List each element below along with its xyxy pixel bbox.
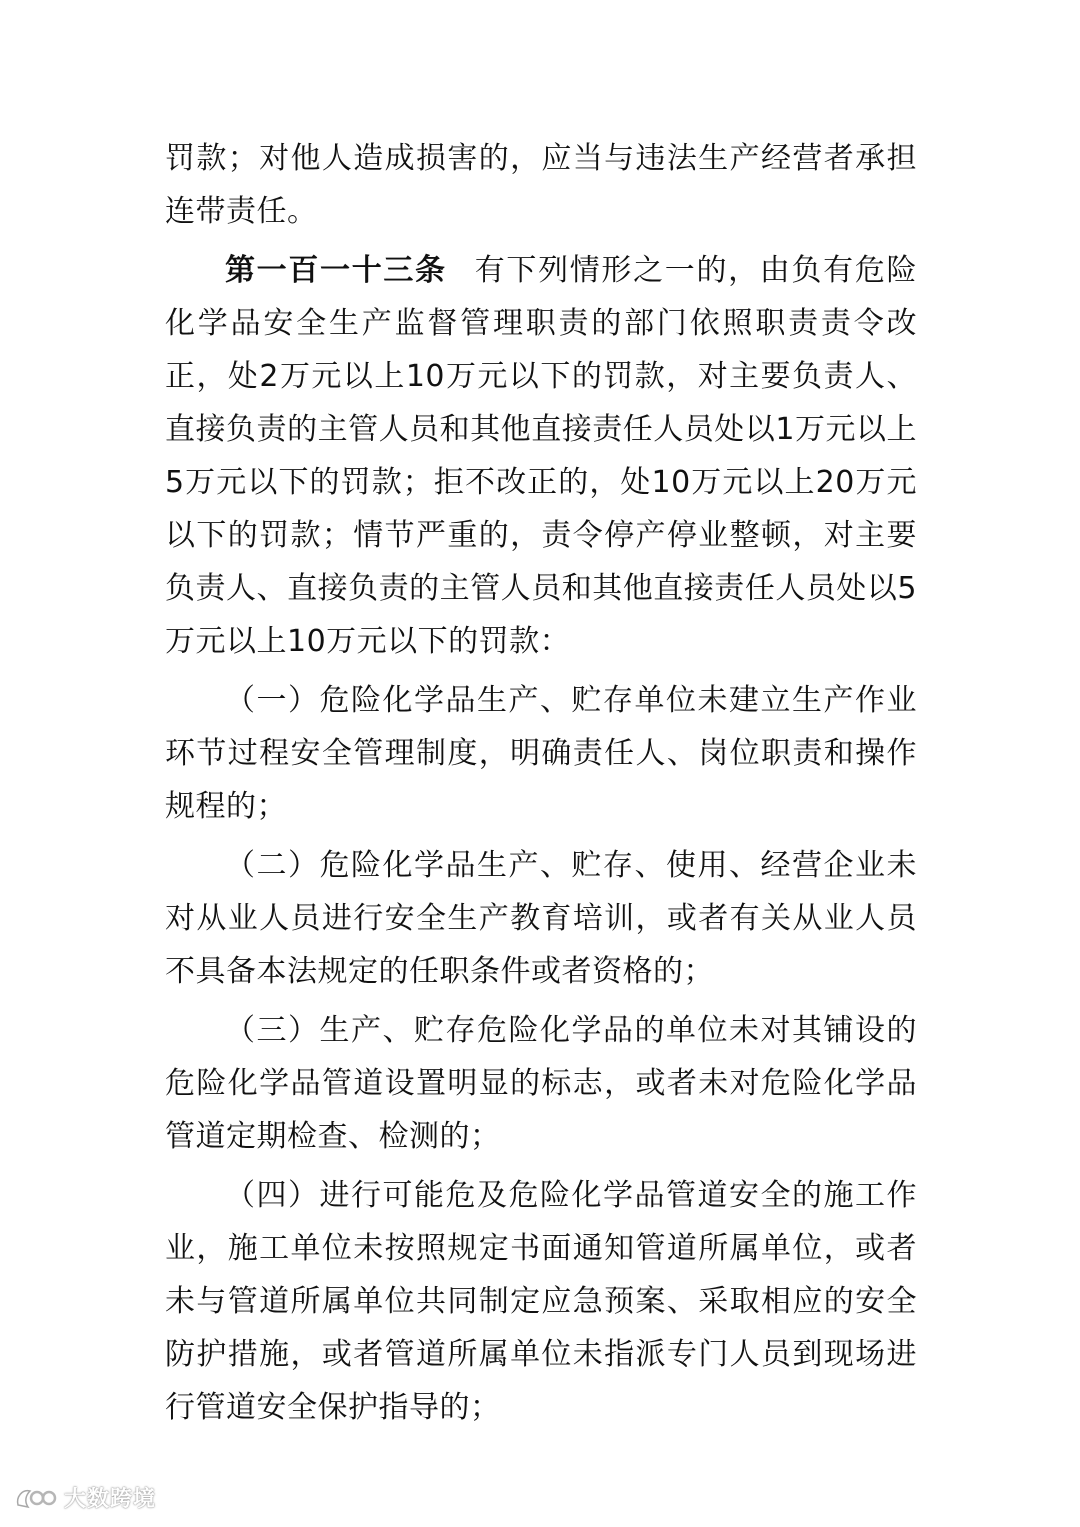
watermark-text: 大数跨境 xyxy=(64,1487,157,1512)
watermark xyxy=(14,1482,156,1513)
article-113-paragraph xyxy=(165,244,917,668)
list-item-3: （三）生产、贮存危险化学品的单位未对其铺设的危险化学品管道设置明显的标志，或者未对危险化学品管道定期检查、检测的； xyxy=(165,1013,917,1154)
list-item-2: （二）危险化学品生产、贮存、使用、经营企业未对从业人员进行安全生产教育培训，或者有关从业人员不具备本法规定的任职条件或者资格的； xyxy=(165,848,917,989)
article-body: 有下列情形之一的，由负有危险化学品安全生产监督管理职责的部门依照职责责令改正，处2万元以上10万元以下的罚款，对主要负责人、直接负责的主管人员和其他直接责任人员处以1万元以上5万元以下的罚款；拒不改正的，处10万元以上20万元以下的罚款；情节严重的，责令停产停业整顿，对主要负责人、直接负责的主管人员和其他直接责任人员处以5万元以上10万元以下的罚款： xyxy=(165,253,918,659)
watermark-logo-icon xyxy=(14,1483,58,1513)
paragraph-continuation: 罚款；对他人造成损害的，应当与违法生产经营者承担连带责任。 xyxy=(165,141,917,229)
document-body xyxy=(165,132,917,1434)
article-number: 第一百一十三条 xyxy=(225,253,447,288)
list-item-1: （一）危险化学品生产、贮存单位未建立生产作业环节过程安全管理制度，明确责任人、岗位职责和操作规程的； xyxy=(165,683,917,824)
list-item-4: （四）进行可能危及危险化学品管道安全的施工作业，施工单位未按照规定书面通知管道所属单位，或者未与管道所属单位共同制定应急预案、采取相应的安全防护措施，或者管道所属单位未指派专门人员到现场进行管道安全保护指导的； xyxy=(165,1178,917,1425)
